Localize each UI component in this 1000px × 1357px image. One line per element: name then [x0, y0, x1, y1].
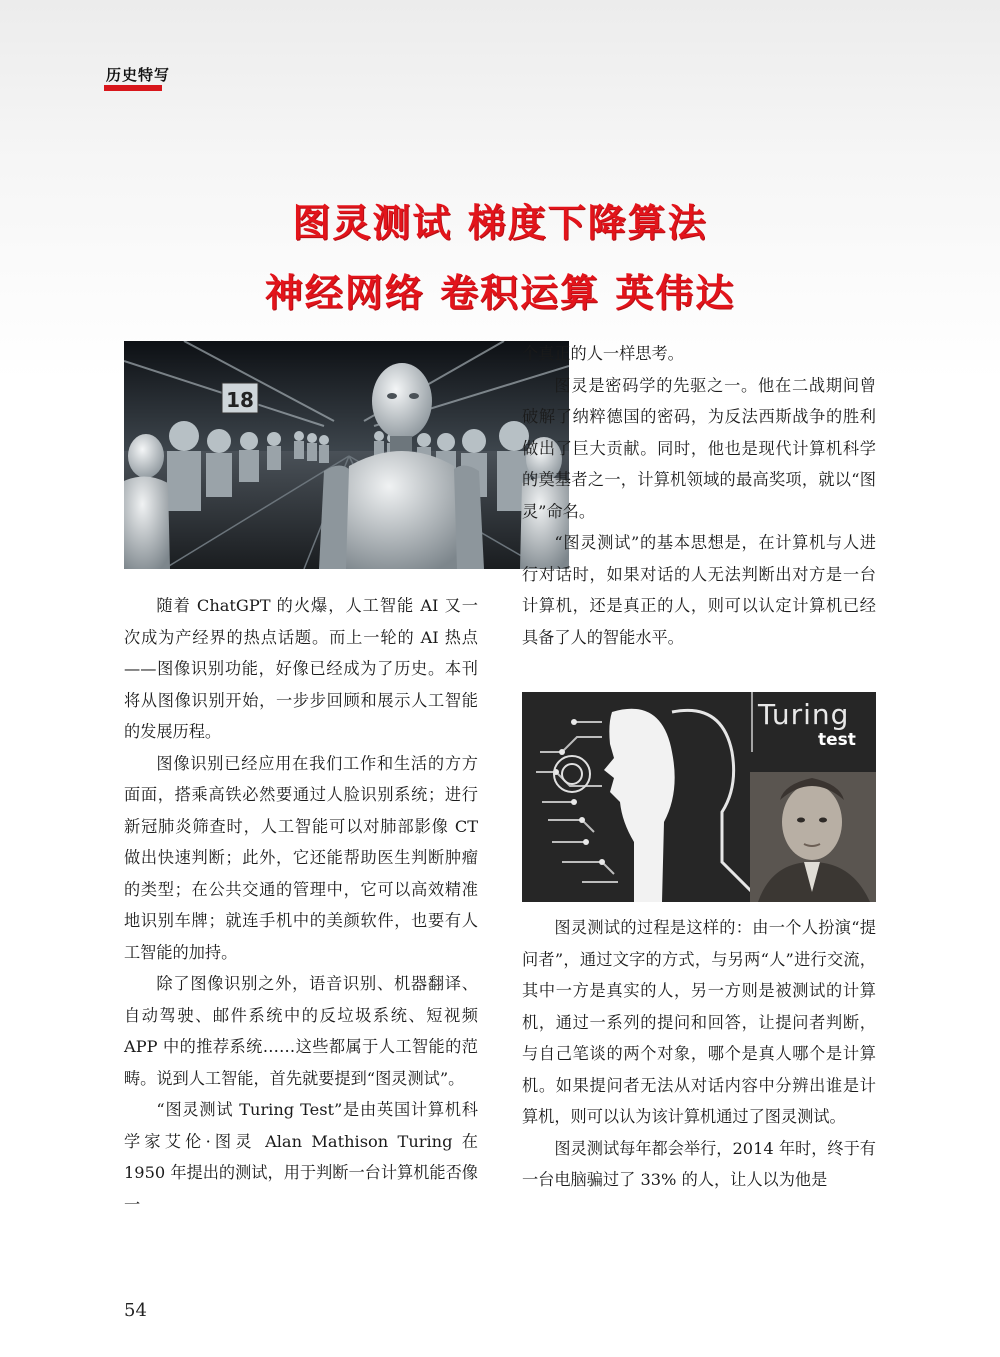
section-accent-bar	[104, 85, 162, 91]
left-column	[124, 590, 478, 1220]
paragraph-continuation: 个真正的人一样思考。	[522, 344, 684, 363]
sector-sign-number: 18	[226, 388, 254, 412]
robots-illustration	[124, 341, 569, 569]
turing-test-photo	[522, 692, 876, 902]
page-number: 54	[124, 1300, 147, 1321]
turing-heading-test: test	[818, 730, 856, 750]
right-column-bottom	[522, 912, 876, 1196]
paragraph-intro: 随着 ChatGPT 的火爆，人工智能 AI 又一次成为产经界的热点话题。而上一轮的 AI 热点——图像识别功能，好像已经成为了历史。本刊将从图像识别开始，一步步回顾和展示人工智能的发展历程。	[124, 596, 478, 741]
article-title-line-2: 神经网络 卷积运算 英伟达	[264, 271, 736, 315]
right-column-top	[522, 338, 876, 653]
paragraph-image-recognition: 图像识别已经应用在我们工作和生活的方方面面，搭乘高铁必然要通过人脸识别系统；进行新冠肺炎筛查时，人工智能可以对肺部影像 CT 做出快速判断；此外，它还能帮助医生判断肿瘤的类型；在公共交通的管理中，它可以高效精准地识别车牌；就连手机中的美颜软件，也要有人工智能的加持。	[124, 753, 478, 962]
robots-photo	[124, 341, 569, 569]
paragraph-test-2014: 图灵测试每年都会举行，2014 年时，终于有一台电脑骗过了 33% 的人，让人以为他是	[522, 1138, 876, 1189]
paragraph-test-process: 图灵测试的过程是这样的：由一个人扮演“提问者”，通过文字的方式，与另两“人”进行交流，其中一方是真实的人，另一方则是被测试的计算机，通过一系列的提问和回答，让提问者判断，与自己笔谈的两个对象，哪个是真人哪个是计算机。如果提问者无法从对话内容中分辨出谁是计算机，则可以认为该计算机通过了图灵测试。	[522, 918, 876, 1126]
paragraph-ai-fields: 除了图像识别之外，语音识别、机器翻译、自动驾驶、邮件系统中的反垃圾系统、短视频 APP 中的推荐系统……这些都属于人工智能的范畴。说到人工智能，首先就要提到“图灵测试”。	[124, 974, 478, 1088]
turing-heading-word: Turing	[758, 698, 850, 731]
paragraph-turing-bio: 图灵是密码学的先驱之一。他在二战期间曾破解了纳粹德国的密码，为反法西斯战争的胜利做出了巨大贡献。同时，他也是现代计算机科学的奠基者之一，计算机领域的最高奖项，就以“图灵”命名。	[522, 375, 876, 521]
section-label: 历史特写	[106, 66, 171, 84]
paragraph-turing-test-intro: “图灵测试 Turing Test”是由英国计算机科学家艾伦·图灵 Alan Mathison Turing 在 1950 年提出的测试，用于判断一台计算机能否像一	[124, 1100, 478, 1214]
paragraph-turing-idea: “图灵测试”的基本思想是，在计算机与人进行对话时，如果对话的人无法判断出对方是一台计算机，还是真正的人，则可以认定计算机已经具备了人的智能水平。	[522, 533, 876, 647]
article-title-line-1: 图灵测试 梯度下降算法	[292, 201, 708, 245]
